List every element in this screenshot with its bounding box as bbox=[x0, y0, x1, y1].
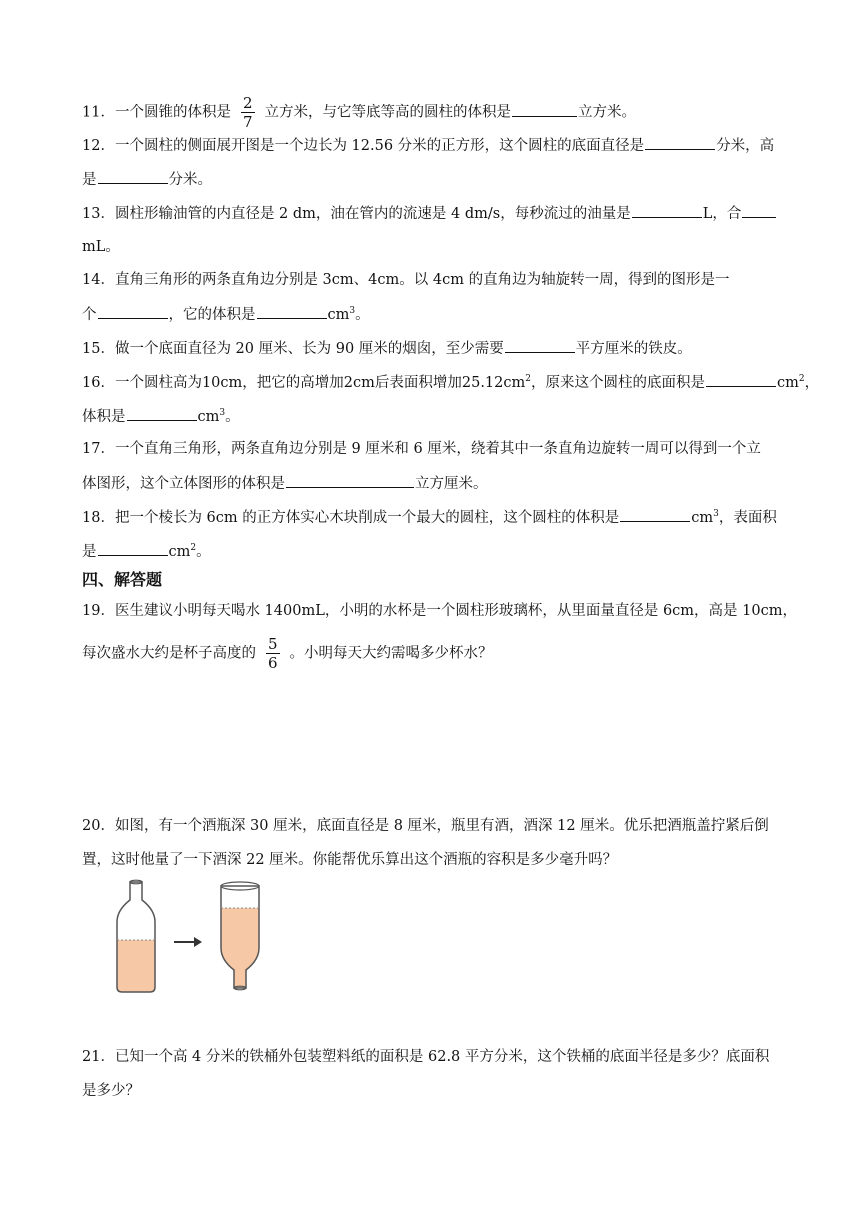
question-16-line-1: 16．一个圆柱高为10cm，把它的高增加2cm后表面积增加$25.12cm^2$，原来这个圆柱的底面积是 $cm^2$， bbox=[82, 372, 819, 393]
answer-blank[interactable] bbox=[620, 507, 690, 522]
question-21-line-1: 21．已知一个高 4 分米的铁桶外包装塑料纸的面积是 62.8 平方分米，这个铁桶的底面半径是多少？底面积 bbox=[82, 1049, 770, 1065]
question-16-line-2: 体积是 $cm^3$。 bbox=[82, 406, 240, 427]
answer-blank[interactable] bbox=[512, 102, 577, 117]
question-20-line-2: 置，这时他量了一下酒深 22 厘米。你能帮优乐算出这个酒瓶的容积是多少毫升吗？ bbox=[82, 852, 618, 868]
question-12-line-1: 12．一个圆柱的侧面展开图是一个边长为 12.56 分米的正方形，这个圆柱的底面直径是 分米，高 bbox=[82, 135, 774, 156]
answer-blank[interactable] bbox=[742, 203, 776, 218]
inverted-bottle-liquid bbox=[221, 908, 259, 988]
answer-blank[interactable] bbox=[706, 372, 776, 387]
answer-blank[interactable] bbox=[505, 338, 575, 353]
answer-blank[interactable] bbox=[632, 203, 702, 218]
answer-blank[interactable] bbox=[286, 473, 414, 488]
question-18-line-1: 18．把一个棱长为 6cm 的正方体实心木块削成一个最大的圆柱，这个圆柱的体积是 $cm^3$，表面积 bbox=[82, 507, 777, 528]
question-21-line-2: 是多少？ bbox=[82, 1083, 140, 1099]
answer-blank[interactable] bbox=[98, 541, 168, 556]
question-13-line-2: mL。 bbox=[82, 239, 120, 255]
upright-bottle-liquid bbox=[117, 940, 155, 992]
fraction-two-sevenths: $\frac{2}{7}$ bbox=[242, 94, 253, 131]
question-15: 15．做一个底面直径为 20 厘米、长为 90 厘米的烟囱，至少需要 平方厘米的铁皮。 bbox=[82, 338, 692, 359]
question-19-line-2: 每次盛水大约是杯子高度的 $\frac{5}{6}$ 。小明每天大约需喝多少杯水？ bbox=[82, 635, 493, 672]
question-20-line-1: 20．如图，有一个酒瓶深 30 厘米，底面直径是 8 厘米，瓶里有酒，酒深 12 厘米。优乐把酒瓶盖拧紧后倒 bbox=[82, 818, 769, 834]
answer-blank[interactable] bbox=[127, 406, 197, 421]
fraction-five-sixths: $\frac{5}{6}$ bbox=[268, 635, 278, 672]
question-13-line-1: 13．圆柱形输油管的内直径是 2 dm，油在管内的流速是 4 dm/s，每秒流过的油量是 L，合 bbox=[82, 203, 777, 224]
section-heading: 四、解答题 bbox=[82, 570, 163, 589]
question-18-line-2: 是 $cm^2$。 bbox=[82, 541, 211, 562]
question-12-line-2: 是 分米。 bbox=[82, 169, 212, 190]
question-14-line-2: 个 ，它的体积是 $cm^3$。 bbox=[82, 304, 370, 325]
answer-blank[interactable] bbox=[98, 304, 168, 319]
question-17-line-1: 17．一个直角三角形，两条直角边分别是 9 厘米和 6 厘米，绕着其中一条直角边旋转一周可以得到一个立 bbox=[82, 441, 761, 457]
answer-blank[interactable] bbox=[257, 304, 327, 319]
answer-blank[interactable] bbox=[98, 169, 168, 184]
arrow-right-icon bbox=[174, 937, 202, 947]
bottle-figure bbox=[96, 876, 296, 1004]
question-11: 11．一个圆锥的体积是 $\frac{2}{7}$ 立方米，与它等底等高的圆柱的体积是 立方米。 bbox=[82, 94, 636, 131]
question-14-line-1: 14．直角三角形的两条直角边分别是 3cm、4cm。以 4cm 的直角边为轴旋转一周，得到的图形是一 bbox=[82, 272, 730, 288]
bottle-illustration bbox=[96, 876, 296, 1000]
question-17-line-2: 体图形，这个立体图形的体积是 立方厘米。 bbox=[82, 473, 488, 494]
answer-blank[interactable] bbox=[645, 135, 715, 150]
question-19-line-1: 19．医生建议小明每天喝水 1400mL，小明的水杯是一个圆柱形玻璃杯，从里面量直径是 6cm，高是 10cm， bbox=[82, 603, 797, 619]
